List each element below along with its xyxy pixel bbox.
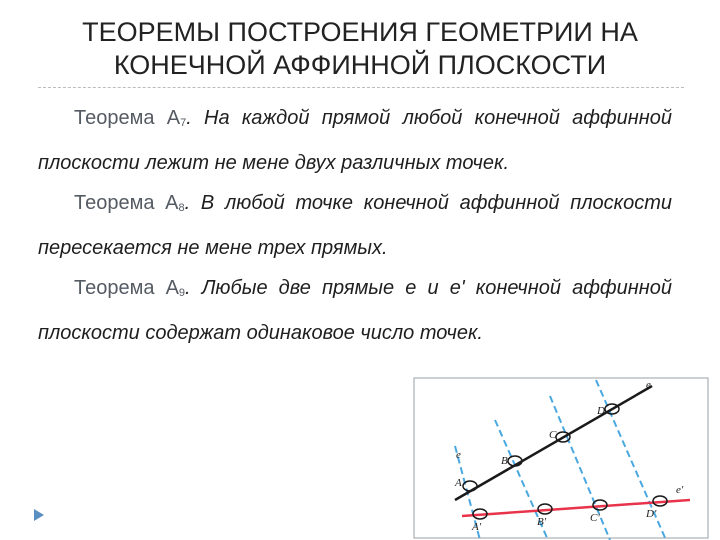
theorem-a8 [38,183,672,268]
label-a: A [455,477,462,489]
label-e-prime: e' [676,484,684,496]
theorem-text: . На каждой прямой любой конечной аффинной плоскости лежит не мене двух различных точек. [38,107,673,174]
label-c-prime: C' [590,512,600,524]
label-d: D [597,405,605,417]
theorem-label: Теорема $А_9$ [74,277,186,299]
title-divider [38,87,684,88]
theorem-label: Теорема $А_8$ [74,192,185,214]
label-b-prime: B' [537,516,547,528]
theorem-a7 [38,98,672,183]
theorem-a9 [38,268,672,353]
label-e-left: e [456,449,461,461]
label-c: C [549,429,557,441]
label-e-right: e [646,379,651,391]
theorem-list [38,98,672,353]
label-b: B [501,455,508,467]
theorem-label: Теорема $А_7$ [74,107,187,129]
slide-nav-arrow-icon[interactable] [33,508,45,522]
label-d-prime: D' [646,508,657,520]
projection-figure [400,376,712,540]
slide-title: ТЕОРЕМЫ ПОСТРОЕНИЯ ГЕОМЕТРИИ НА КОНЕЧНОЙ АФФИННОЙ ПЛОСКОСТИ [82,17,638,80]
theorem-text: . Любые две прямые е и е' конечной аффинной плоскости содержат одинаковое число точек. [38,277,672,344]
label-a-prime: A' [472,521,482,533]
theorem-text: . В любой точке конечной аффинной плоскости пересекается не мене трех прямых. [38,192,673,259]
